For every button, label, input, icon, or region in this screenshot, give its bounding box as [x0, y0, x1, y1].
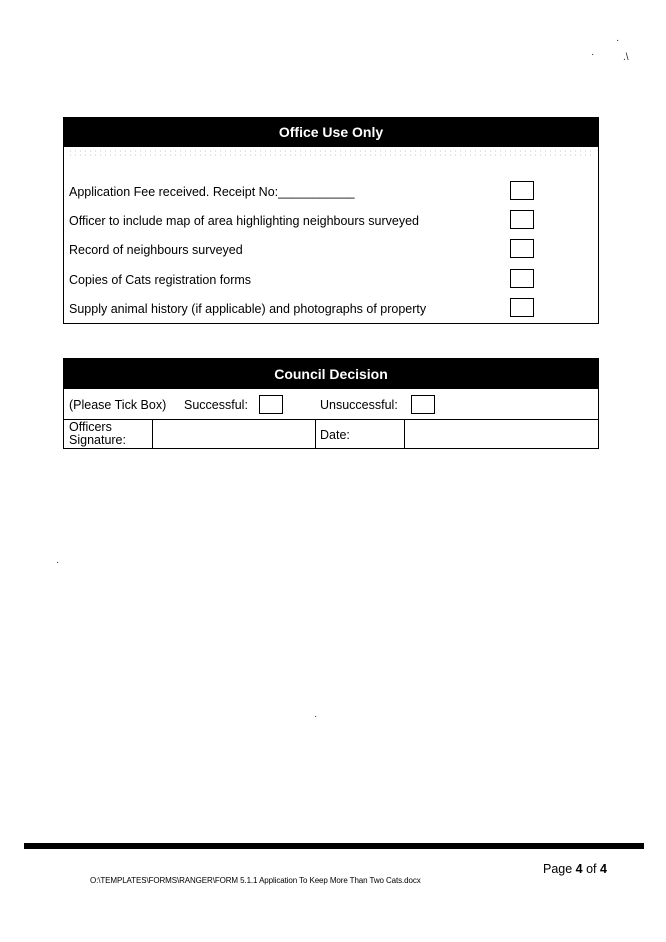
signature-field[interactable] [154, 420, 314, 448]
cell-divider [315, 419, 316, 449]
checkbox-cats-registration[interactable] [510, 269, 534, 288]
tick-box-instruction: (Please Tick Box) [69, 398, 167, 412]
office-use-only-panel [63, 117, 599, 324]
checkbox-animal-history[interactable] [510, 298, 534, 317]
page-total: 4 [600, 862, 607, 876]
checkbox-map-of-area[interactable] [510, 210, 534, 229]
page-current: 4 [575, 862, 583, 876]
scan-noise [68, 149, 594, 157]
item-map-of-area: Officer to include map of area highlighting neighbours surveyed [69, 214, 419, 228]
signature-label-line1: Officers [69, 420, 112, 434]
scan-speck: · [314, 711, 318, 722]
signature-label-line2: Signature: [69, 433, 126, 447]
scan-speck: · [616, 35, 620, 46]
unsuccessful-label: Unsuccessful: [320, 398, 398, 412]
date-label: Date: [320, 428, 350, 442]
cell-divider [404, 419, 405, 449]
successful-label: Successful: [184, 398, 248, 412]
office-use-title: Office Use Only [64, 118, 598, 147]
item-animal-history: Supply animal history (if applicable) and photographs of property [69, 302, 427, 316]
council-decision-title: Council Decision [64, 359, 598, 389]
item-record-neighbours: Record of neighbours surveyed [69, 243, 243, 257]
scan-speck: · [56, 557, 60, 568]
page-number [543, 862, 607, 876]
page-prefix: Page [543, 862, 576, 876]
checkbox-record-neighbours[interactable] [510, 239, 534, 258]
date-field[interactable] [406, 420, 596, 448]
council-decision-panel [63, 358, 599, 449]
signature-label [69, 421, 126, 447]
scan-speck: · [591, 49, 595, 60]
checkbox-application-fee[interactable] [510, 181, 534, 200]
item-application-fee: Application Fee received. Receipt No:___________ [69, 185, 355, 199]
file-path: O:\TEMPLATES\FORMS\RANGER\FORM 5.1.1 Application To Keep More Than Two Cats.docx [90, 876, 421, 885]
page-of: of [582, 862, 600, 876]
cell-divider [152, 419, 153, 449]
successful-checkbox[interactable] [259, 395, 283, 414]
item-cats-registration: Copies of Cats registration forms [69, 273, 252, 287]
scan-speck: .\ [623, 52, 629, 63]
footer-rule [24, 843, 644, 849]
unsuccessful-checkbox[interactable] [411, 395, 435, 414]
